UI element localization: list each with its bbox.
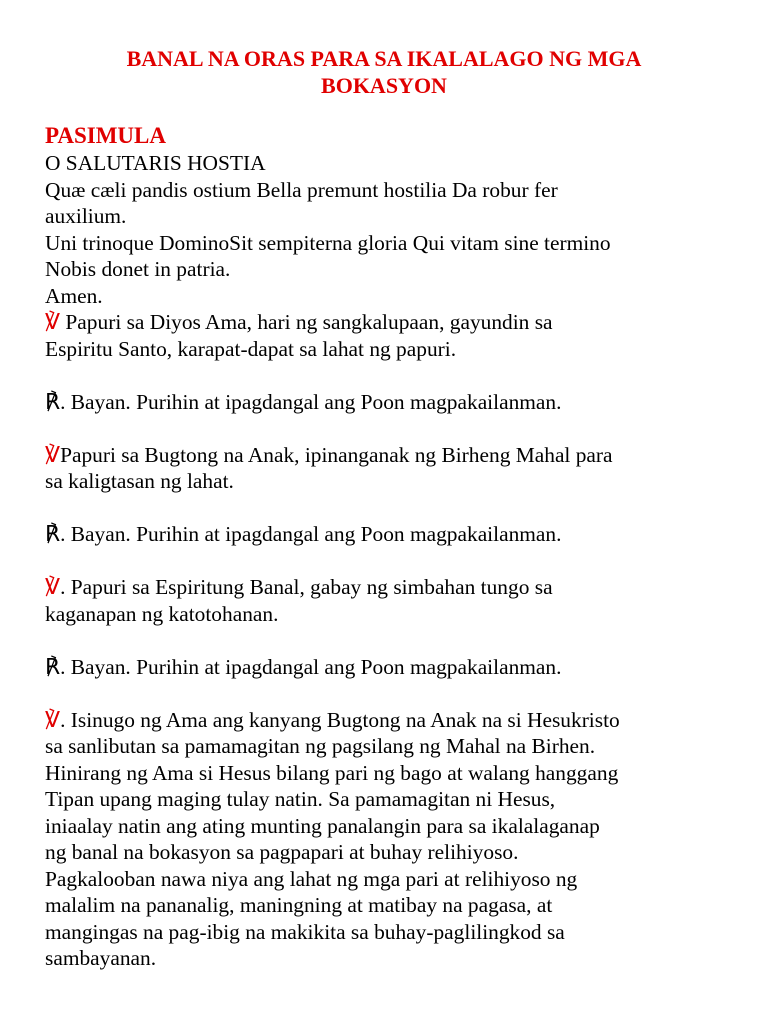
versicle-4-line-10: sambayanan. [45, 946, 157, 970]
response-symbol: ℟ [45, 388, 61, 414]
versicle-1-line-2: Espiritu Santo, karapat-dapat sa lahat ng papuri. [45, 336, 457, 361]
versicle-4-line-4: Tipan upang maging tulay natin. Sa pamamagitan ni Hesus, [45, 787, 556, 811]
response-2 [45, 521, 735, 548]
section-heading: PASIMULA [45, 123, 166, 148]
versicle-4-text-1: . Isinugo ng Ama ang kanyang Bugtong na Anak na si Hesukristo [60, 707, 620, 732]
hymn-line-1: Quæ cæli pandis ostium Bella premunt hostilia Da robur fer [45, 177, 558, 202]
title-line-1: BANAL NA ORAS PARA SA IKALALAGO NG MGA [126, 46, 642, 71]
versicle-symbol: ℣ [45, 309, 61, 334]
versicle-1-line-1 [45, 309, 735, 336]
response-2-text: . Bayan. Purihin at ipagdangal ang Poon magpakailanman. [60, 522, 562, 546]
versicle-3-line-2: kaganapan ng katotohanan. [45, 601, 279, 626]
hymn-amen: Amen. [45, 283, 103, 308]
title-line-2: BOKASYON [321, 73, 447, 98]
response-3-text: . Bayan. Purihin at ipagdangal ang Poon magpakailanman. [60, 654, 562, 679]
versicle-3-line-1 [45, 574, 735, 601]
versicle-symbol: ℣ [45, 706, 61, 732]
versicle-3-text-1: . Papuri sa Espiritung Banal, gabay ng simbahan tungo sa [60, 575, 553, 599]
document-title [45, 45, 723, 99]
response-1-text: . Bayan. Purihin at ipagdangal ang Poon magpakailanman. [60, 389, 562, 414]
versicle-4-line-1 [45, 707, 735, 734]
versicle-2-line-2: sa kaligtasan ng lahat. [45, 469, 234, 493]
versicle-2-line-1 [45, 442, 735, 469]
hymn-title: O SALUTARIS HOSTIA [45, 151, 266, 175]
document-body [45, 122, 735, 972]
response-symbol: ℟ [45, 653, 61, 679]
response-1 [45, 389, 735, 416]
hymn-line-4: Nobis donet in patria. [45, 257, 231, 281]
versicle-4-line-8: malalim na pananalig, maningning at matibay na pagasa, at [45, 893, 553, 917]
hymn-line-2: auxilium. [45, 204, 127, 228]
versicle-symbol: ℣ [45, 574, 61, 599]
versicle-1-text-1: Papuri sa Diyos Ama, hari ng sangkalupaan, gayundin sa [60, 310, 553, 334]
hymn-line-3: Uni trinoque DominoSit sempiterna gloria Qui vitam sine termino [45, 230, 611, 255]
response-symbol: ℟ [45, 521, 61, 546]
versicle-symbol: ℣ [45, 441, 61, 467]
versicle-4-line-5: iniaalay natin ang ating munting panalangin para sa ikalalaganap [45, 813, 600, 838]
response-3 [45, 654, 735, 681]
versicle-4-line-6: ng banal na bokasyon sa pagpapari at buhay relihiyoso. [45, 840, 519, 864]
versicle-4-line-9: mangingas na pag-ibig na makikita sa buhay-paglilingkod sa [45, 919, 565, 944]
versicle-4-line-7: Pagkalooban nawa niya ang lahat ng mga pari at relihiyoso ng [45, 866, 578, 891]
versicle-4-line-3: Hinirang ng Ama si Hesus bilang pari ng bago at walang hanggang [45, 760, 619, 785]
versicle-4-line-2: sa sanlibutan sa pamamagitan ng pagsilang ng Mahal na Birhen. [45, 734, 596, 758]
versicle-2-text-1: Papuri sa Bugtong na Anak, ipinanganak ng Birheng Mahal para [60, 442, 613, 467]
